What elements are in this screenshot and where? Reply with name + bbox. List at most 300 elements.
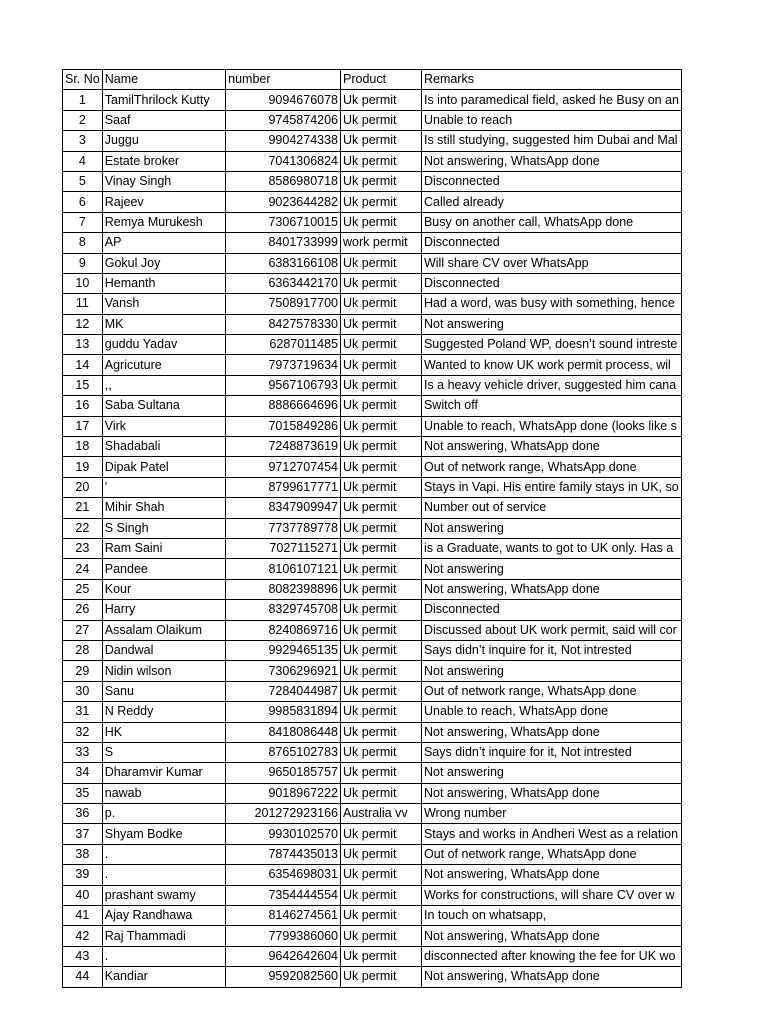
cell-sr-no[interactable]: 6 — [63, 192, 103, 212]
cell-name[interactable]: MK — [102, 314, 225, 334]
cell-remarks-text: Not answering — [423, 520, 504, 535]
cell-number[interactable]: 9642642604 — [226, 946, 341, 966]
cell-remarks[interactable] — [421, 477, 681, 497]
cell-product[interactable]: Uk permit — [341, 783, 422, 803]
table-row — [63, 314, 682, 334]
cell-remarks-text: Not answering, WhatsApp done — [423, 439, 600, 454]
cell-name[interactable]: Gokul Joy — [102, 253, 225, 273]
table-row — [63, 946, 682, 966]
cell-number[interactable]: 7027115271 — [226, 538, 341, 558]
cell-name[interactable]: S — [102, 742, 225, 762]
cell-remarks[interactable] — [421, 579, 681, 599]
cell-remarks-text: Busy on another call, WhatsApp done — [423, 214, 634, 229]
cell-number[interactable]: 9094676078 — [226, 90, 341, 110]
cell-product[interactable]: Uk permit — [341, 192, 422, 212]
cell-name[interactable]: Dandwal — [102, 640, 225, 660]
cell-sr-no[interactable]: 27 — [63, 620, 103, 640]
cell-sr-no[interactable]: 15 — [63, 375, 103, 395]
cell-sr-no[interactable]: 17 — [63, 416, 103, 436]
table-row — [63, 824, 682, 844]
cell-remarks-text: Out of network range, WhatsApp done — [423, 847, 637, 862]
cell-remarks-text: Wanted to know UK work permit process, wil — [423, 357, 671, 372]
cell-name[interactable]: . — [102, 946, 225, 966]
cell-name[interactable]: Shadabali — [102, 437, 225, 457]
cell-remarks[interactable] — [421, 90, 681, 110]
cell-product[interactable]: Uk permit — [341, 906, 422, 926]
cell-number[interactable]: 7354444554 — [226, 885, 341, 905]
cell-number[interactable]: 9985831894 — [226, 702, 341, 722]
cell-number[interactable]: 7973719634 — [226, 355, 341, 375]
cell-remarks[interactable] — [421, 335, 681, 355]
cell-remarks-text: Stays in Vapi. His entire family stays in UK, so — [423, 480, 679, 494]
cell-remarks-text: Disconnected — [423, 602, 500, 617]
cell-product[interactable]: Uk permit — [341, 824, 422, 844]
table-row — [63, 355, 682, 375]
cell-remarks-text: Not answering, WhatsApp done — [423, 969, 600, 984]
cell-remarks[interactable] — [421, 600, 681, 620]
table-row — [63, 518, 682, 538]
cell-number[interactable]: 6354698031 — [226, 865, 341, 885]
cell-number[interactable]: 7306296921 — [226, 661, 341, 681]
cell-remarks[interactable] — [421, 865, 681, 885]
header-name[interactable]: Name — [102, 70, 225, 90]
cell-remarks[interactable] — [421, 967, 681, 987]
cell-product[interactable]: Uk permit — [341, 273, 422, 293]
cell-remarks[interactable] — [421, 946, 681, 966]
cell-remarks-text: Will share CV over WhatsApp — [423, 255, 589, 270]
cell-sr-no[interactable]: 42 — [63, 926, 103, 946]
cell-sr-no[interactable]: 3 — [63, 131, 103, 151]
cell-number[interactable]: 9018967222 — [226, 783, 341, 803]
cell-remarks-text: Out of network range, WhatsApp done — [423, 683, 637, 698]
table-row — [63, 661, 682, 681]
cell-sr-no[interactable]: 37 — [63, 824, 103, 844]
cell-number[interactable]: 9567106793 — [226, 375, 341, 395]
cell-sr-no[interactable]: 30 — [63, 681, 103, 701]
cell-name[interactable]: ' — [102, 477, 225, 497]
cell-sr-no[interactable]: 38 — [63, 844, 103, 864]
spreadsheet — [62, 69, 682, 988]
cell-remarks[interactable] — [421, 212, 681, 232]
cell-remarks[interactable] — [421, 804, 681, 824]
cell-sr-no[interactable]: 1 — [63, 90, 103, 110]
cell-number[interactable]: 9712707454 — [226, 457, 341, 477]
cell-remarks[interactable] — [421, 273, 681, 293]
cell-name[interactable]: Assalam Olaikum — [102, 620, 225, 640]
header-sr-no[interactable]: Sr. No — [63, 70, 103, 90]
cell-number[interactable]: 8427578330 — [226, 314, 341, 334]
cell-remarks[interactable] — [421, 763, 681, 783]
cell-remarks[interactable] — [421, 783, 681, 803]
cell-remarks-text: Not answering — [423, 561, 504, 576]
cell-sr-no[interactable]: 22 — [63, 518, 103, 538]
cell-name[interactable]: guddu Yadav — [102, 335, 225, 355]
cell-number[interactable]: 8347909947 — [226, 498, 341, 518]
table-row — [63, 967, 682, 987]
cell-product[interactable]: Uk permit — [341, 314, 422, 334]
cell-name[interactable]: Vansh — [102, 294, 225, 314]
cell-remarks-text: Says didn’t inquire for it, Not intrested — [423, 745, 632, 760]
cell-name[interactable]: Nidin wilson — [102, 661, 225, 681]
cell-remarks[interactable] — [421, 824, 681, 844]
cell-name[interactable]: S Singh — [102, 518, 225, 538]
cell-remarks[interactable] — [421, 294, 681, 314]
cell-product[interactable]: Uk permit — [341, 396, 422, 416]
cell-remarks-text: Says didn’t inquire for it, Not intrested — [423, 643, 632, 658]
cell-number[interactable]: 8240869716 — [226, 620, 341, 640]
cell-sr-no[interactable]: 44 — [63, 967, 103, 987]
cell-remarks-text: Not answering, WhatsApp done — [423, 867, 600, 882]
cell-name[interactable]: . — [102, 865, 225, 885]
cell-remarks[interactable] — [421, 396, 681, 416]
cell-remarks[interactable] — [421, 457, 681, 477]
cell-remarks[interactable] — [421, 375, 681, 395]
cell-name[interactable]: Sanu — [102, 681, 225, 701]
cell-product[interactable]: Uk permit — [341, 151, 422, 171]
cell-sr-no[interactable]: 32 — [63, 722, 103, 742]
cell-number[interactable]: 9023644282 — [226, 192, 341, 212]
cell-remarks[interactable] — [421, 844, 681, 864]
cell-number[interactable]: 6383166108 — [226, 253, 341, 273]
cell-remarks-text: Wrong number — [423, 806, 507, 821]
cell-sr-no[interactable]: 43 — [63, 946, 103, 966]
table-row — [63, 294, 682, 314]
cell-name[interactable]: Harry — [102, 600, 225, 620]
cell-name[interactable]: Hemanth — [102, 273, 225, 293]
cell-name[interactable]: Kour — [102, 579, 225, 599]
cell-remarks[interactable] — [421, 355, 681, 375]
cell-number[interactable]: 8418086448 — [226, 722, 341, 742]
cell-remarks-text: Disconnected — [423, 174, 500, 189]
cell-remarks-text: Discussed about UK work permit, said will cor — [423, 622, 677, 637]
cell-number[interactable]: 8082398896 — [226, 579, 341, 599]
cell-remarks-text: Not answering — [423, 663, 504, 678]
cell-product[interactable]: Uk permit — [341, 600, 422, 620]
cell-number[interactable]: 6363442170 — [226, 273, 341, 293]
cell-remarks-text: Called already — [423, 194, 504, 209]
cell-product[interactable]: Uk permit — [341, 844, 422, 864]
table-row — [63, 763, 682, 783]
cell-sr-no[interactable]: 9 — [63, 253, 103, 273]
cell-product[interactable]: Uk permit — [341, 722, 422, 742]
cell-sr-no[interactable]: 39 — [63, 865, 103, 885]
cell-product[interactable]: Uk permit — [341, 498, 422, 518]
cell-remarks[interactable] — [421, 885, 681, 905]
table-row — [63, 151, 682, 171]
cell-remarks-text: Is still studying, suggested him Dubai and Mal — [423, 133, 678, 148]
cell-sr-no[interactable]: 16 — [63, 396, 103, 416]
cell-remarks-text: Suggested Poland WP, doesn’t sound intreste — [423, 337, 678, 352]
cell-product[interactable]: Uk permit — [341, 579, 422, 599]
cell-name[interactable]: Virk — [102, 416, 225, 436]
cell-sr-no[interactable]: 26 — [63, 600, 103, 620]
cell-remarks-text: Unable to reach — [423, 112, 513, 127]
table-row — [63, 233, 682, 253]
cell-sr-no[interactable]: 21 — [63, 498, 103, 518]
cell-remarks[interactable] — [421, 416, 681, 436]
cell-product[interactable]: Uk permit — [341, 640, 422, 660]
cell-number[interactable]: 8146274561 — [226, 906, 341, 926]
table-row — [63, 742, 682, 762]
cell-number[interactable]: 7508917700 — [226, 294, 341, 314]
cell-product[interactable]: Uk permit — [341, 559, 422, 579]
cell-remarks[interactable] — [421, 192, 681, 212]
cell-remarks[interactable] — [421, 171, 681, 191]
table-row — [63, 538, 682, 558]
cell-product[interactable]: work permit — [341, 233, 422, 253]
cell-remarks-text: Is into paramedical field, asked he Busy on an — [423, 92, 679, 107]
cell-number[interactable]: 7248873619 — [226, 437, 341, 457]
cell-number[interactable]: 7737789778 — [226, 518, 341, 538]
cell-number[interactable]: 9929465135 — [226, 640, 341, 660]
cell-product[interactable]: Uk permit — [341, 926, 422, 946]
table-row — [63, 600, 682, 620]
cell-sr-no[interactable]: 13 — [63, 335, 103, 355]
cell-number[interactable]: 8401733999 — [226, 233, 341, 253]
cell-number[interactable]: 8799617771 — [226, 477, 341, 497]
cell-name[interactable]: Ajay Randhawa — [102, 906, 225, 926]
cell-product[interactable]: Uk permit — [341, 90, 422, 110]
table-row — [63, 396, 682, 416]
cell-remarks[interactable] — [421, 926, 681, 946]
cell-name[interactable]: nawab — [102, 783, 225, 803]
cell-sr-no[interactable]: 20 — [63, 477, 103, 497]
table-row — [63, 579, 682, 599]
cell-remarks[interactable] — [421, 518, 681, 538]
cell-number[interactable]: 7306710015 — [226, 212, 341, 232]
cell-remarks[interactable] — [421, 661, 681, 681]
cell-product[interactable]: Uk permit — [341, 661, 422, 681]
cell-sr-no[interactable]: 18 — [63, 437, 103, 457]
table-row — [63, 110, 682, 130]
cell-remarks[interactable] — [421, 110, 681, 130]
cell-number[interactable]: 201272923166 — [226, 804, 341, 824]
cell-sr-no[interactable]: 34 — [63, 763, 103, 783]
cell-name[interactable]: Shyam Bodke — [102, 824, 225, 844]
cell-number[interactable]: 7799386060 — [226, 926, 341, 946]
cell-number[interactable]: 8329745708 — [226, 600, 341, 620]
cell-product[interactable]: Uk permit — [341, 253, 422, 273]
header-number[interactable]: number — [226, 70, 341, 90]
cell-name[interactable]: . — [102, 844, 225, 864]
cell-name[interactable]: Dharamvir Kumar — [102, 763, 225, 783]
cell-product[interactable]: Uk permit — [341, 131, 422, 151]
cell-remarks[interactable] — [421, 742, 681, 762]
cell-sr-no[interactable]: 31 — [63, 702, 103, 722]
cell-number[interactable]: 8765102783 — [226, 742, 341, 762]
cell-product[interactable]: Uk permit — [341, 416, 422, 436]
table-row — [63, 865, 682, 885]
table-row — [63, 437, 682, 457]
cell-sr-no[interactable]: 33 — [63, 742, 103, 762]
table-row — [63, 681, 682, 701]
cell-number[interactable]: 7041306824 — [226, 151, 341, 171]
table-row — [63, 192, 682, 212]
cell-remarks-text: Not answering, WhatsApp done — [423, 928, 600, 943]
table-row — [63, 783, 682, 803]
cell-sr-no[interactable]: 5 — [63, 171, 103, 191]
cell-number[interactable]: 8106107121 — [226, 559, 341, 579]
cell-remarks[interactable] — [421, 437, 681, 457]
cell-product[interactable]: Uk permit — [341, 457, 422, 477]
table-row — [63, 416, 682, 436]
cell-remarks-text: Not answering, WhatsApp done — [423, 581, 600, 596]
table-row — [63, 702, 682, 722]
cell-name[interactable]: Raj Thammadi — [102, 926, 225, 946]
cell-remarks[interactable] — [421, 538, 681, 558]
cell-name[interactable]: prashant swamy — [102, 885, 225, 905]
cell-product[interactable]: Uk permit — [341, 477, 422, 497]
table-row — [63, 906, 682, 926]
cell-name[interactable]: AP — [102, 233, 225, 253]
cell-product[interactable]: Uk permit — [341, 681, 422, 701]
cell-product[interactable]: Uk permit — [341, 865, 422, 885]
cell-remarks[interactable] — [421, 253, 681, 273]
cell-sr-no[interactable]: 23 — [63, 538, 103, 558]
cell-name[interactable]: Remya Murukesh — [102, 212, 225, 232]
cell-product[interactable]: Uk permit — [341, 212, 422, 232]
cell-remarks[interactable] — [421, 640, 681, 660]
cell-sr-no[interactable]: 28 — [63, 640, 103, 660]
cell-product[interactable]: Uk permit — [341, 763, 422, 783]
table-row — [63, 90, 682, 110]
cell-product[interactable]: Uk permit — [341, 620, 422, 640]
table-row — [63, 804, 682, 824]
cell-number[interactable]: 9592082560 — [226, 967, 341, 987]
cell-remarks-text: Out of network range, WhatsApp done — [423, 459, 637, 474]
table-row — [63, 335, 682, 355]
cell-sr-no[interactable]: 29 — [63, 661, 103, 681]
cell-sr-no[interactable]: 11 — [63, 294, 103, 314]
cell-remarks[interactable] — [421, 620, 681, 640]
cell-name[interactable]: Juggu — [102, 131, 225, 151]
cell-product[interactable]: Uk permit — [341, 375, 422, 395]
cell-number[interactable]: 9650185757 — [226, 763, 341, 783]
cell-remarks[interactable] — [421, 722, 681, 742]
cell-product[interactable]: Uk permit — [341, 702, 422, 722]
cell-number[interactable]: 7015849286 — [226, 416, 341, 436]
cell-remarks-text: Disconnected — [423, 235, 500, 250]
cell-sr-no[interactable]: 36 — [63, 804, 103, 824]
cell-remarks[interactable] — [421, 131, 681, 151]
cell-sr-no[interactable]: 40 — [63, 885, 103, 905]
cell-product[interactable]: Uk permit — [341, 294, 422, 314]
cell-remarks-text: disconnected after knowing the fee for UK wo — [423, 948, 676, 963]
cell-name[interactable]: Rajeev — [102, 192, 225, 212]
cell-remarks-text: In touch on whatsapp, — [423, 908, 547, 923]
cell-number[interactable]: 9745874206 — [226, 110, 341, 130]
cell-name[interactable]: Estate broker — [102, 151, 225, 171]
header-row — [63, 70, 682, 90]
cell-remarks[interactable] — [421, 559, 681, 579]
table-row — [63, 926, 682, 946]
cell-product[interactable]: Uk permit — [341, 518, 422, 538]
cell-remarks[interactable] — [421, 702, 681, 722]
cell-name[interactable]: Ram Saini — [102, 538, 225, 558]
cell-sr-no[interactable]: 25 — [63, 579, 103, 599]
cell-number[interactable]: 6287011485 — [226, 335, 341, 355]
cell-name[interactable]: Dipak Patel — [102, 457, 225, 477]
cell-sr-no[interactable]: 24 — [63, 559, 103, 579]
cell-name[interactable]: Pandee — [102, 559, 225, 579]
cell-name[interactable]: TamilThrilock Kutty — [102, 90, 225, 110]
cell-remarks[interactable] — [421, 498, 681, 518]
cell-remarks[interactable] — [421, 906, 681, 926]
cell-product[interactable]: Uk permit — [341, 538, 422, 558]
cell-remarks-text: Is a heavy vehicle driver, suggested him cana — [423, 378, 677, 393]
cell-sr-no[interactable]: 41 — [63, 906, 103, 926]
cell-sr-no[interactable]: 12 — [63, 314, 103, 334]
cell-name[interactable]: Saaf — [102, 110, 225, 130]
cell-product[interactable]: Uk permit — [341, 335, 422, 355]
cell-sr-no[interactable]: 2 — [63, 110, 103, 130]
cell-number[interactable]: 8886664696 — [226, 396, 341, 416]
cell-remarks-text: is a Graduate, wants to got to UK only. Has a — [423, 541, 674, 556]
cell-remarks[interactable] — [421, 314, 681, 334]
cell-name[interactable]: Kandiar — [102, 967, 225, 987]
cell-sr-no[interactable]: 19 — [63, 457, 103, 477]
table-row — [63, 477, 682, 497]
cell-name[interactable]: Mihir Shah — [102, 498, 225, 518]
cell-number[interactable]: 9930102570 — [226, 824, 341, 844]
cell-remarks-text: Not answering — [423, 765, 504, 780]
cell-product[interactable]: Uk permit — [341, 946, 422, 966]
cell-product[interactable]: Uk permit — [341, 110, 422, 130]
cell-name[interactable]: ,, — [102, 375, 225, 395]
cell-remarks[interactable] — [421, 233, 681, 253]
header-product[interactable]: Product — [341, 70, 422, 90]
cell-remarks-text: Works for constructions, will share CV over w — [423, 887, 675, 902]
cell-number[interactable]: 7284044987 — [226, 681, 341, 701]
cell-remarks-text: Switch off — [423, 398, 478, 413]
table-row — [63, 559, 682, 579]
header-remarks[interactable]: Remarks — [421, 70, 681, 90]
cell-number[interactable]: 8586980718 — [226, 171, 341, 191]
cell-sr-no[interactable]: 8 — [63, 233, 103, 253]
cell-name[interactable]: p. — [102, 804, 225, 824]
cell-number[interactable]: 9904274338 — [226, 131, 341, 151]
table-row — [63, 171, 682, 191]
cell-sr-no[interactable]: 4 — [63, 151, 103, 171]
cell-name[interactable]: Vinay Singh — [102, 171, 225, 191]
cell-remarks[interactable] — [421, 681, 681, 701]
cell-product[interactable]: Uk permit — [341, 742, 422, 762]
table-row — [63, 620, 682, 640]
cell-product[interactable]: Uk permit — [341, 885, 422, 905]
cell-product[interactable]: Uk permit — [341, 437, 422, 457]
cell-sr-no[interactable]: 35 — [63, 783, 103, 803]
cell-sr-no[interactable]: 14 — [63, 355, 103, 375]
cell-sr-no[interactable]: 7 — [63, 212, 103, 232]
table-row — [63, 273, 682, 293]
cell-name[interactable]: N Reddy — [102, 702, 225, 722]
table-row — [63, 131, 682, 151]
cell-product[interactable]: Uk permit — [341, 967, 422, 987]
cell-remarks-text: Not answering, WhatsApp done — [423, 724, 600, 739]
cell-sr-no[interactable]: 10 — [63, 273, 103, 293]
cell-product[interactable]: Uk permit — [341, 171, 422, 191]
cell-number[interactable]: 7874435013 — [226, 844, 341, 864]
cell-name[interactable]: Agricuture — [102, 355, 225, 375]
table-row — [63, 253, 682, 273]
cell-product[interactable]: Uk permit — [341, 355, 422, 375]
cell-remarks[interactable] — [421, 151, 681, 171]
table-row — [63, 457, 682, 477]
cell-name[interactable]: HK — [102, 722, 225, 742]
cell-product[interactable]: Australia vv — [341, 804, 422, 824]
cell-remarks-text: Number out of service — [423, 500, 547, 515]
cell-name[interactable]: Saba Sultana — [102, 396, 225, 416]
